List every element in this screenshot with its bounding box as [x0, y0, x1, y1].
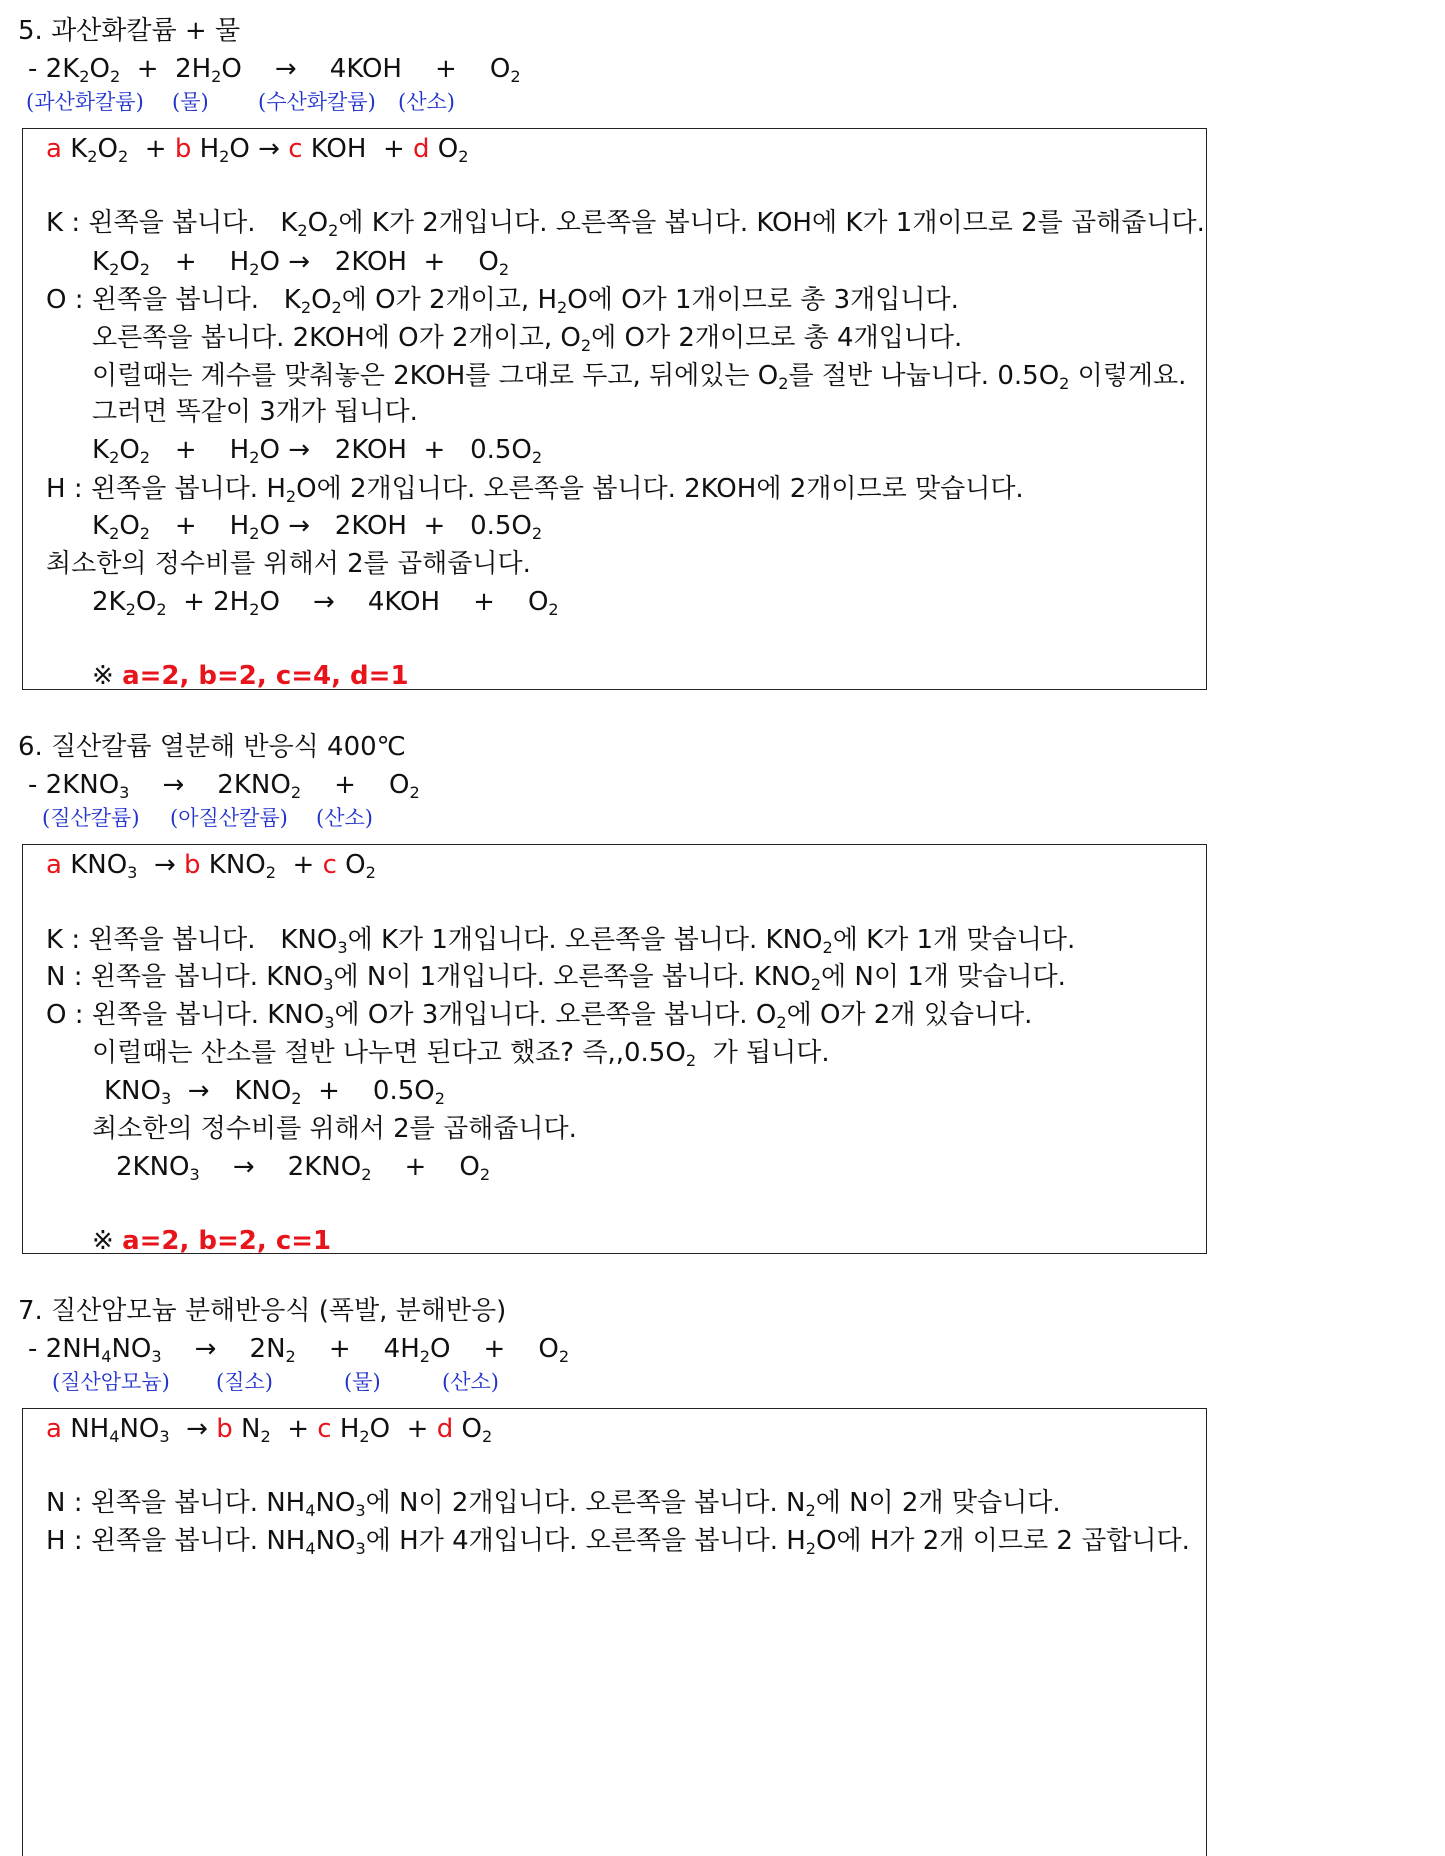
step-k-line: K : 왼쪽을 봅니다. $KNO_3$에 K가 1개입니다. 오른쪽을 봅니다. $KNO_2$에 K가 1개 맞습니다. [46, 925, 1076, 957]
step-h-line: H : 왼쪽을 봅니다. $NH_4NO_3$에 H가 4개입니다. 오른쪽을 봅니다. $H_2O$에 H가 2개 이므로 2 곱합니다. [46, 1526, 1190, 1558]
final-equation: $2K_2O_2 + 2H_2O$ → 4KOH + $O_2$ [92, 587, 559, 619]
answer-line [92, 1228, 331, 1254]
section-5-heading: 5. 과산화칼륨 + 물 [18, 16, 241, 46]
step-o-line-1: O : 왼쪽을 봅니다. $K_2O_2$에 O가 2개이고, $H_2O$에 O가 1개이므로 총 3개입니다. [46, 285, 959, 317]
equation-step-2: $K_2O_2$ + $H_2O \to 2KOH + 0.5O_2$ [92, 435, 543, 467]
label-potassium-nitrite: (아질산칼륨) [170, 806, 288, 830]
step-n-line: N : 왼쪽을 봅니다. $KNO_3$에 N이 1개입니다. 오른쪽을 봅니다. $KNO_2$에 N이 1개 맞습니다. [46, 962, 1066, 994]
label-oxygen: (산소) [442, 1370, 499, 1394]
integer-ratio-line: 최소한의 정수비를 위해서 2를 곱해줍니다. [92, 1114, 577, 1144]
section-5-coefficient-equation: a $K_2O_2 + b$ $H_2O \to c$ KOH + d $O_2$ [46, 134, 469, 166]
answer-coefficients: a=2, b=2, c=4, d=1 [122, 661, 409, 691]
step-o-line-4: 그러면 똑같이 3개가 됩니다. [92, 397, 418, 427]
section-6-equation: - $2KNO_3$ → $2KNO_2$ + $O_2$ [28, 770, 420, 802]
section-5-equation: - $2K_2O_2 + 2H_2O$ → 4KOH + $O_2$ [28, 54, 521, 86]
section-7-coefficient-equation: a $NH_4NO_3 \to b$ $N_2 + c$ $H_2O + d$ $O_2$ [46, 1414, 493, 1446]
section-6-coefficient-equation: a $KNO_3 \to b$ $KNO_2 + c$ $O_2$ [46, 850, 376, 882]
section-7-solution-box [22, 1408, 1207, 1856]
label-oxygen: (산소) [316, 806, 373, 830]
step-o-line-3: 이럴때는 계수를 맞춰놓은 2KOH를 그대로 두고, 뒤에있는 $O_2$를 절반 나눕니다. $0.5O_2$ 이렇게요. [92, 361, 1187, 393]
label-potassium-peroxide: (과산화칼륨) [26, 90, 144, 114]
section-7-equation: - $2NH_4NO_3$ → $2N_2$ + $4H_2O$ + $O_2$ [28, 1334, 570, 1366]
step-o-line-2: 이럴때는 산소를 절반 나누면 된다고 했죠? 즉$,,0.5O_2$ 가 됩니다. [92, 1038, 830, 1070]
final-equation: $2KNO_3$ → $2KNO_2$ + $O_2$ [116, 1152, 491, 1184]
answer-coefficients: a=2, b=2, c=1 [122, 1226, 332, 1256]
label-ammonium-nitrate: (질산암모늄) [52, 1370, 170, 1394]
step-o-line-2: 오른쪽을 봅니다. 2KOH에 O가 2개이고, $O_2$에 O가 2개이므로 총 4개입니다. [92, 323, 963, 355]
label-water: (물) [344, 1370, 381, 1394]
step-k-line: K : 왼쪽을 봅니다. $K_2O_2$에 K가 2개입니다. 오른쪽을 봅니다. KOH에 K가 1개이므로 2를 곱해줍니다. [46, 208, 1205, 240]
equation-step-3: $K_2O_2$ + $H_2O \to 2KOH + 0.5O_2$ [92, 511, 543, 543]
label-oxygen: (산소) [398, 90, 455, 114]
answer-line [92, 663, 409, 689]
label-potassium-hydroxide: (수산화칼륨) [258, 90, 376, 114]
step-n-line: N : 왼쪽을 봅니다. $NH_4NO_3$에 N이 2개입니다. 오른쪽을 봅니다. $N_2$에 N이 2개 맞습니다. [46, 1488, 1061, 1520]
equation-step-1: $K_2O_2$ + $H_2O \to 2KOH$ + $O_2$ [92, 247, 510, 279]
label-nitrogen: (질소) [216, 1370, 273, 1394]
integer-ratio-line: 최소한의 정수비를 위해서 2를 곱해줍니다. [46, 549, 531, 579]
step-o-line-1: O : 왼쪽을 봅니다. $KNO_3$에 O가 3개입니다. 오른쪽을 봅니다. $O_2$에 O가 2개 있습니다. [46, 1000, 1033, 1032]
label-potassium-nitrate: (질산칼륨) [42, 806, 140, 830]
reference-mark: ※ [92, 661, 114, 691]
label-water: (물) [172, 90, 209, 114]
step-h-line: H : 왼쪽을 봅니다. $H_2O$에 2개입니다. 오른쪽을 봅니다. 2KOH에 2개이므로 맞습니다. [46, 474, 1024, 506]
section-6-heading: 6. 질산칼륨 열분해 반응식 400℃ [18, 732, 406, 762]
section-7-heading: 7. 질산암모늄 분해반응식 (폭발, 분해반응) [18, 1296, 507, 1326]
reference-mark: ※ [92, 1226, 114, 1256]
equation-step-1: $KNO_3 \to KNO_2$ + $0.5O_2$ [104, 1076, 445, 1108]
